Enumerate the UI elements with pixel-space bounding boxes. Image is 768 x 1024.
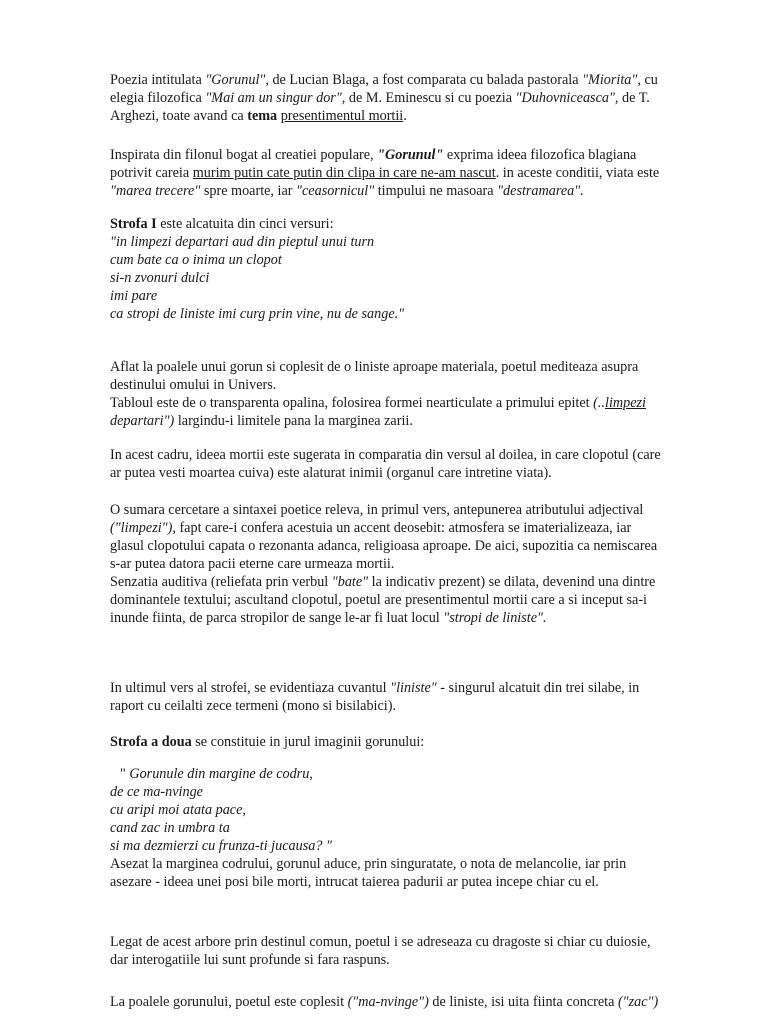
- text: la indicativ prezent) se dilata, devenind una dintre: [368, 574, 656, 590]
- stanza-intro: [110, 733, 726, 751]
- verse-line: "in limpezi departari aud din pieptul unui turn: [110, 234, 375, 250]
- italic-quote: "bate": [331, 574, 369, 590]
- paragraph-death-idea: [110, 446, 726, 482]
- paragraph-inspiration: [110, 146, 726, 200]
- italic-quote: "liniste": [390, 680, 437, 696]
- text-line: [110, 609, 726, 627]
- text: este alcatuita din cinci versuri:: [156, 216, 334, 232]
- text: fapt care-i confera acestuia un accent deosebit: atmosfera se imaterializeaza, iar: [175, 520, 632, 536]
- text: Poezia intitulata: [110, 72, 206, 88]
- verse-line: imi pare: [110, 288, 158, 304]
- verse-line: cum bate ca o inima un clopot: [110, 252, 282, 268]
- paragraph-last-verse: [110, 679, 726, 715]
- text: Arghezi, toate avand ca: [110, 108, 248, 124]
- text: cu: [640, 72, 658, 88]
- paragraph-address: [110, 933, 726, 969]
- text: . in aceste conditii, viata este: [495, 165, 660, 181]
- text-line: raport cu ceilalti zece termeni (mono si bisilabici).: [110, 698, 397, 714]
- stanza-two: [110, 733, 726, 891]
- underlined-phrase: presentimentul mortii: [280, 108, 404, 124]
- paragraph-setting: [110, 358, 726, 430]
- text-line: [110, 89, 726, 107]
- text-line: [110, 679, 726, 697]
- text-line: s-ar putea datora pacii eterne care urmeaza mortii.: [110, 556, 395, 572]
- verse-line: de ce ma-nvinge: [110, 784, 203, 800]
- italic-title: "Miorita",: [582, 72, 641, 88]
- paragraph-final: [110, 993, 726, 1011]
- paragraph-syntax: [110, 501, 726, 627]
- verse-line: cand zac in umbra ta: [110, 820, 230, 836]
- italic-quote: ("zac"): [617, 994, 659, 1010]
- text: .: [403, 108, 407, 124]
- text-line: [110, 993, 726, 1011]
- text-line: [110, 394, 726, 412]
- text: spre moarte, iar: [200, 183, 297, 199]
- stanza-heading: Strofa a doua: [110, 734, 192, 750]
- text-line: Aflat la poalele unui gorun si coplesit de o liniste aproape materiala, poetul mediteaza asupra: [110, 359, 639, 375]
- text-line: [110, 71, 726, 89]
- text-line: [110, 412, 726, 430]
- italic-quote: (..: [593, 395, 605, 411]
- text-line: destinului omului in Univers.: [110, 377, 277, 393]
- text: timpului ne masoara: [374, 183, 498, 199]
- verse-line: cu aripi moi atata pace,: [110, 802, 246, 818]
- verse-text: Gorunule din margine de codru,: [129, 766, 313, 782]
- text: de liniste, isi uita fiinta concreta: [428, 994, 618, 1010]
- verse-line: si-n zvonuri dulci: [110, 270, 210, 286]
- verse-line: si ma dezmierzi cu frunza-ti jucausa? ": [110, 838, 332, 854]
- verse-line: ca stropi de liniste imi curg prin vine, nu de sange.": [110, 306, 405, 322]
- text-line: dominantele textului; ascultand clopotul, poetul are presentimentul mortii care a si inceput sa-i: [110, 592, 647, 608]
- text: inunde fiinta, de parca stropilor de sange le-ar fi luat locul: [110, 610, 444, 626]
- bold-keyword: tema: [247, 108, 278, 124]
- underlined-phrase: murim putin cate putin din clipa in care ne-am nascut: [192, 165, 496, 181]
- italic-quote: "ceasornicul": [296, 183, 375, 199]
- text: potrivit careia: [110, 165, 193, 181]
- italic-quote: ("limpezi"),: [110, 520, 176, 536]
- text: se constituie in jurul imaginii gorunului:: [191, 734, 425, 750]
- italic-quote: ("ma-nvinge"): [347, 994, 429, 1010]
- text-line: Legat de acest arbore prin destinul comun, poetul i se adreseaza cu dragoste si chiar cu duiosie,: [110, 934, 651, 950]
- italic-title: "Gorunul",: [205, 72, 269, 88]
- text-line: [110, 519, 726, 537]
- stanza-heading: Strofa I: [110, 216, 157, 232]
- paragraph-intro: [110, 71, 726, 125]
- text: La poalele gorunului, poetul este coplesit: [110, 994, 348, 1010]
- text-line: Asezat la marginea codrului, gorunul aduce, prin singuratate, o nota de melancolie, iar prin: [110, 856, 627, 872]
- stanza-one: [110, 215, 726, 323]
- text: largindu-i limitele pana la marginea zarii.: [174, 413, 413, 429]
- text-line: [110, 573, 726, 591]
- italic-title: "Mai am un singur dor",: [205, 90, 346, 106]
- text: de Lucian Blaga, a fost comparata cu balada pastorala: [268, 72, 583, 88]
- text-line: O sumara cercetare a sintaxei poetice releva, in primul vers, antepunerea atributului adjectival: [110, 502, 644, 518]
- text-line: [110, 164, 726, 182]
- text-line: [110, 182, 726, 200]
- text: In ultimul vers al strofei, se evidentiaza cuvantul: [110, 680, 391, 696]
- italic-quote: "marea trecere": [110, 183, 201, 199]
- text-line: [110, 146, 726, 164]
- text: - singurul alcatuit din trei silabe, in: [436, 680, 640, 696]
- text-line: asezare - ideea unei posi bile morti, intrucat taierea padurii ar putea incepe chiar cu el.: [110, 874, 599, 890]
- italic-quote: "destramarea".: [497, 183, 584, 199]
- stanza-intro: [110, 215, 726, 233]
- italic-title: "Duhovniceasca",: [515, 90, 619, 106]
- text: Senzatia auditiva (reliefata prin verbul: [110, 574, 332, 590]
- text: exprima ideea filozofica blagiana: [443, 147, 637, 163]
- text: de M. Eminescu si cu poezia: [345, 90, 516, 106]
- bold-italic-title: "Gorunul": [377, 147, 444, 163]
- text-line: In acest cadru, ideea mortii este sugerata in comparatia din versul al doilea, in care clopotul (care: [110, 447, 661, 463]
- text-line: [110, 107, 726, 125]
- quote-mark: ": [120, 766, 130, 782]
- text: Inspirata din filonul bogat al creatiei populare,: [110, 147, 378, 163]
- italic-quote: "stropi de liniste".: [443, 610, 547, 626]
- verse-line: [110, 765, 726, 783]
- italic-quote: departari"): [110, 413, 175, 429]
- text-line: dar interogatiile lui sunt profunde si fara raspuns.: [110, 952, 390, 968]
- text-line: glasul clopotului capata o rezonanta adanca, religioasa aproape. De aici, supozitia ca nemiscarea: [110, 538, 658, 554]
- text: de T.: [618, 90, 650, 106]
- text: Tabloul este de o transparenta opalina, folosirea formei nearticulate a primului epitet: [110, 395, 594, 411]
- underlined-epithet: limpezi: [605, 395, 646, 411]
- text-line: ar putea vesti moartea cuiva) este alaturat inimii (organul care intretine viata).: [110, 465, 552, 481]
- text: elegia filozofica: [110, 90, 206, 106]
